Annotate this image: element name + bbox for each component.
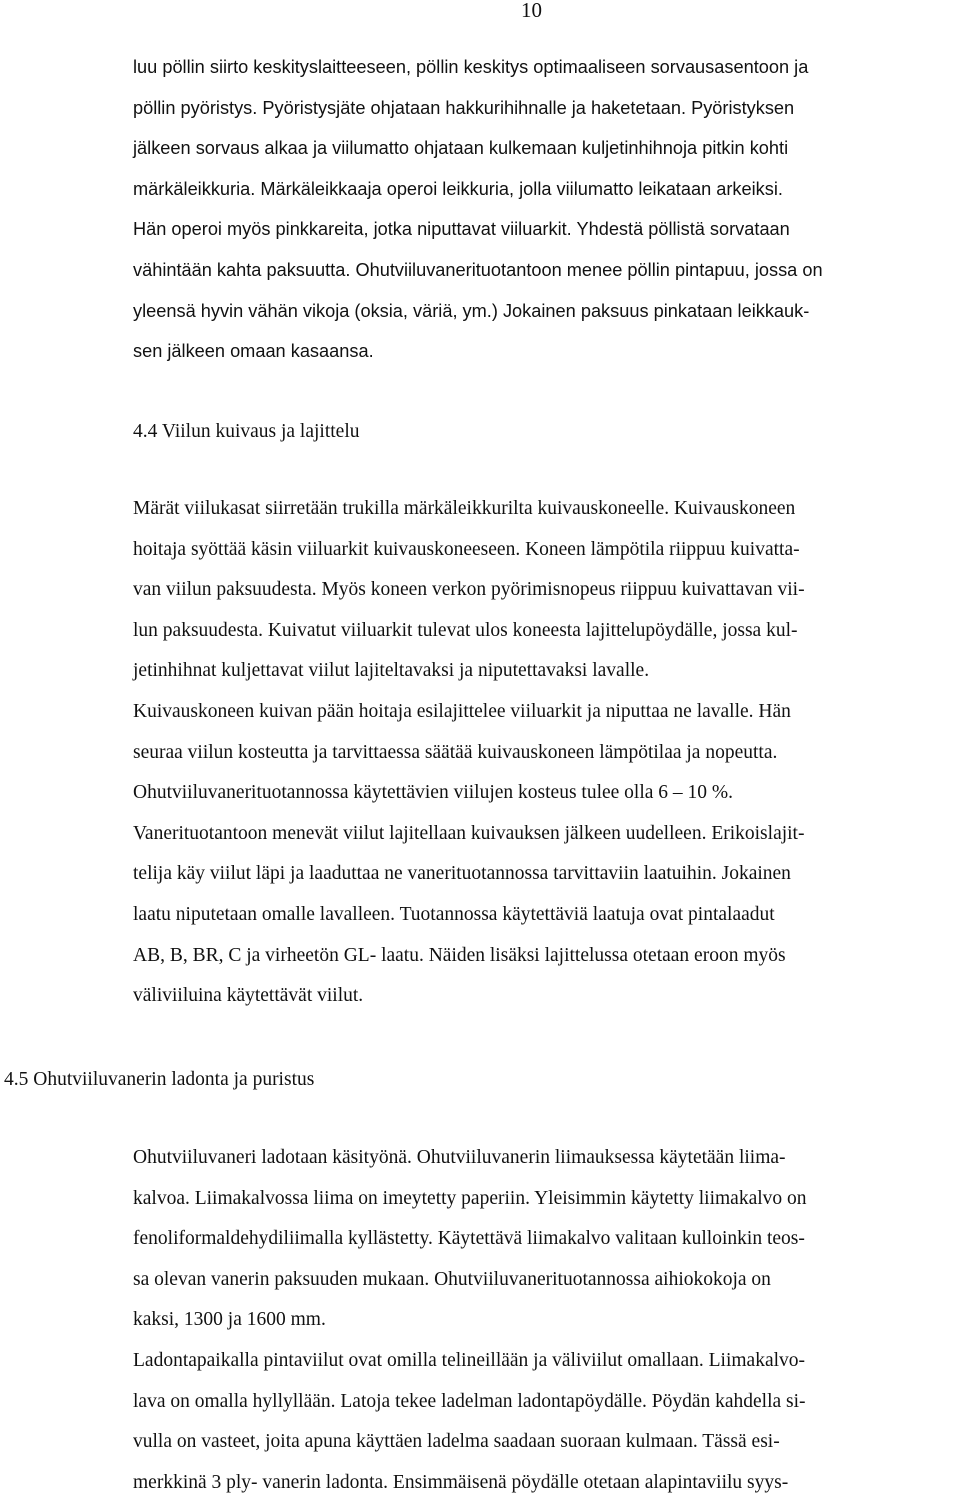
text-line: jälkeen sorvaus alkaa ja viilumatto ohjataan kulkemaan kuljetinhihnoja pitkin kohti bbox=[133, 138, 789, 159]
section-title: Viilun kuivaus ja lajittelu bbox=[161, 421, 360, 442]
text-line: lava on omalla hyllyllään. Latoja tekee ladelman ladontapöydälle. Pöydän kahdella si- bbox=[133, 1390, 806, 1412]
text-line: seuraa viilun kosteutta ja tarvittaessa säätää kuivauskoneen lämpötilaa ja nopeutta. bbox=[133, 741, 778, 763]
section-heading-4-5 bbox=[4, 1060, 314, 1100]
text-line: van viilun paksuudesta. Myös koneen verkon pyörimisnopeus riippuu kuivattavan vii- bbox=[133, 579, 805, 601]
text-line: väliviiluina käytettävät viilut. bbox=[133, 985, 364, 1007]
text-line: fenoliformaldehydiliimalla kyllästetty. Käytettävä liimakalvo valitaan kulloinkin teos- bbox=[133, 1228, 805, 1250]
page-number: 10 bbox=[521, 0, 542, 22]
intro-paragraph bbox=[133, 47, 933, 372]
text-line: pöllin pyöristys. Pyöristysjäte ohjataan hakkurihihnalle ja haketetaan. Pyöristyksen bbox=[133, 97, 795, 118]
section-4-4-body bbox=[133, 489, 933, 1017]
text-line: märkäleikkuria. Märkäleikkaaja operoi leikkuria, jolla viilumatto leikataan arkeiksi. bbox=[133, 178, 783, 199]
section-number: 4.4 bbox=[133, 421, 158, 442]
text-line: kalvoa. Liimakalvossa liima on imeytetty paperiin. Yleisimmin käytetty liimakalvo on bbox=[133, 1187, 807, 1209]
text-line: vulla on vasteet, joita apuna käyttäen ladelma saadaan suoraan kulmaan. Tässä esi- bbox=[133, 1431, 780, 1453]
text-line: kaksi, 1300 ja 1600 mm. bbox=[133, 1309, 326, 1331]
text-line: Hän operoi myös pinkkareita, jotka niputtavat viiluarkit. Yhdestä pöllistä sorvataan bbox=[133, 219, 790, 240]
section-title: Ohutviiluvanerin ladonta ja puristus bbox=[33, 1069, 315, 1090]
text-line: Kuivauskoneen kuivan pään hoitaja esilajittelee viiluarkit ja niputtaa ne lavalle. Hän bbox=[133, 700, 791, 722]
text-line: yleensä hyvin vähän vikoja (oksia, väriä, ym.) Jokainen paksuus pinkataan leikkauk- bbox=[133, 300, 810, 321]
section-4-5-body bbox=[133, 1138, 933, 1503]
text-line: Ohutviiluvanerituotannossa käytettävien viilujen kosteus tulee olla 6 – 10 %. bbox=[133, 782, 734, 804]
text-line: jetinhihnat kuljettavat viilut lajiteltavaksi ja niputettavaksi lavalle. bbox=[133, 660, 650, 682]
text-line: Vanerituotantoon menevät viilut lajitellaan kuivauksen jälkeen uudelleen. Erikoislajit- bbox=[133, 822, 805, 844]
text-line: hoitaja syöttää käsin viiluarkit kuivauskoneeseen. Koneen lämpötila riippuu kuivatta- bbox=[133, 538, 800, 560]
text-line: AB, B, BR, C ja virheetön GL- laatu. Näiden lisäksi lajittelussa otetaan eroon myös bbox=[133, 944, 786, 966]
text-line: lun paksuudesta. Kuivatut viiluarkit tulevat ulos koneesta lajittelupöydälle, jossa kul- bbox=[133, 619, 798, 641]
text-line: Ohutviiluvaneri ladotaan käsityönä. Ohutviiluvanerin liimauksessa käytetään liima- bbox=[133, 1147, 786, 1168]
text-line: sen jälkeen omaan kasaansa. bbox=[133, 341, 374, 362]
section-number: 4.5 bbox=[4, 1069, 29, 1090]
text-line: laatu niputetaan omalle lavalleen. Tuotannossa käytettäviä laatuja ovat pintalaadut bbox=[133, 903, 775, 925]
text-line: Märät viilukasat siirretään trukilla märkäleikkurilta kuivauskoneelle. Kuivauskoneen bbox=[133, 498, 796, 519]
text-line: Ladontapaikalla pintaviilut ovat omilla telineillään ja väliviilut omallaan. Liimakalvo- bbox=[133, 1349, 806, 1371]
text-line: telija käy viilut läpi ja laaduttaa ne vanerituotannossa tarvittaviin laatuihin. Jokainen bbox=[133, 863, 791, 885]
text-line: merkkinä 3 ply- vanerin ladonta. Ensimmäisenä pöydälle otetaan alapintaviilu syys- bbox=[133, 1471, 789, 1493]
text-line: sa olevan vanerin paksuuden mukaan. Ohutviiluvanerituotannossa aihiokokoja on bbox=[133, 1268, 771, 1290]
section-heading-4-4 bbox=[133, 412, 360, 452]
text-line: luu pöllin siirto keskityslaitteeseen, pöllin keskitys optimaaliseen sorvausasentoon ja bbox=[133, 57, 809, 77]
text-line: vähintään kahta paksuutta. Ohutviiluvanerituotantoon menee pöllin pintapuu, jossa on bbox=[133, 259, 823, 280]
